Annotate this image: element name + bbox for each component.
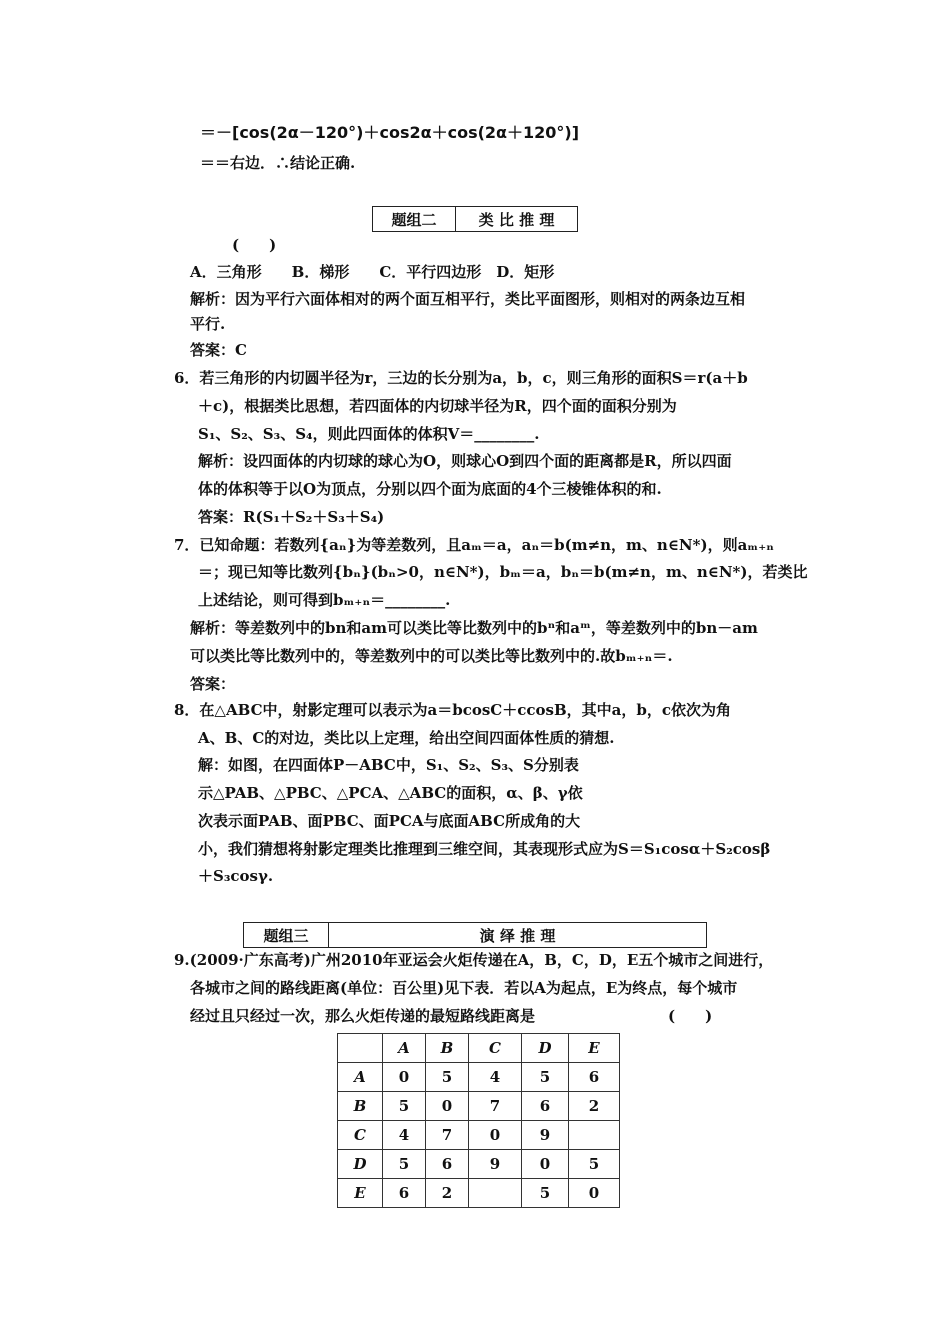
table-cell: 4	[383, 1121, 426, 1150]
table-row	[338, 1150, 620, 1179]
table-cell: 6	[383, 1179, 426, 1208]
row-header: C	[338, 1121, 383, 1150]
column-header: E	[569, 1034, 620, 1063]
table-cell: 5	[383, 1092, 426, 1121]
q7-line-1: 7．已知命题：若数列{aₙ}为等差数列，且aₘ＝a，aₙ＝b(m≠n，m、n∈N*)，则aₘ₊ₙ	[174, 536, 774, 554]
q8-line-2: A、B、C的对边，类比以上定理，给出空间四面体性质的猜想.	[198, 729, 615, 747]
equation-line-1: ＝－[cos(2α－120°)＋cos2α＋cos(2α＋120°)]	[200, 123, 580, 142]
table-cell	[469, 1179, 522, 1208]
table-cell: 0	[522, 1150, 569, 1179]
table-cell: 0	[569, 1179, 620, 1208]
q5-analysis: 解析：因为平行六面体相对的两个面互相平行，类比平面图形，则相对的两条边互相	[190, 290, 746, 308]
column-header: D	[522, 1034, 569, 1063]
table-cell: 5	[522, 1179, 569, 1208]
table-cell: 5	[569, 1150, 620, 1179]
table-cell: 5	[426, 1063, 469, 1092]
table-corner-cell	[338, 1034, 383, 1063]
row-header: D	[338, 1150, 383, 1179]
table-row	[338, 1092, 620, 1121]
q8-line-1: 8．在△ABC中，射影定理可以表示为a＝bcosC＋ccosB，其中a，b，c依次为角	[174, 701, 731, 719]
column-header: B	[426, 1034, 469, 1063]
q8-solution-1: 解：如图，在四面体P－ABC中，S₁、S₂、S₃、S分别表	[198, 756, 579, 774]
table-row	[338, 1121, 620, 1150]
row-header: A	[338, 1063, 383, 1092]
table-cell: 6	[569, 1063, 620, 1092]
row-header: E	[338, 1179, 383, 1208]
q7-line-2: ＝；现已知等比数列{bₙ}(bₙ>0，n∈N*)，bₘ＝a，bₙ＝b(m≠n，m、n∈N*)，若类比	[198, 563, 808, 581]
table-row	[338, 1179, 620, 1208]
table-cell: 0	[383, 1063, 426, 1092]
q7-analysis-cont: 可以类比等比数列中的，等差数列中的可以类比等比数列中的.故bₘ₊ₙ＝.	[190, 647, 673, 665]
q5-answer: 答案：C	[190, 341, 247, 359]
q6-line-1: 6．若三角形的内切圆半径为r，三边的长分别为a，b，c，则三角形的面积S＝r(a＋b	[174, 369, 748, 387]
q8-solution-2: 示△PAB、△PBC、△PCA、△ABC的面积，α、β、γ依	[198, 784, 583, 802]
row-header: B	[338, 1092, 383, 1121]
table-cell: 9	[469, 1150, 522, 1179]
table-cell: 6	[426, 1150, 469, 1179]
table-cell	[569, 1121, 620, 1150]
q9-line-2: 各城市之间的路线距离(单位：百公里)见下表．若以A为起点，E为终点，每个城市	[190, 979, 738, 997]
group-header-2	[372, 206, 578, 232]
group-title: 类 比 推 理	[478, 210, 555, 229]
q8-solution-5: ＋S₃cosγ.	[198, 867, 274, 885]
q6-analysis-cont: 体的体积等于以O为顶点，分别以四个面为底面的4个三棱锥体积的和.	[198, 480, 662, 498]
group-header-3	[243, 922, 707, 948]
table-cell: 9	[522, 1121, 569, 1150]
column-header: C	[469, 1034, 522, 1063]
q6-answer: 答案：R(S₁＋S₂＋S₃＋S₄)	[198, 508, 385, 526]
table-cell: 7	[469, 1092, 522, 1121]
group-title: 演 绎 推 理	[479, 926, 556, 945]
table-cell: 0	[426, 1092, 469, 1121]
table-cell: 4	[469, 1063, 522, 1092]
equation-line-2: ＝＝右边．∴结论正确.	[200, 154, 356, 172]
q6-line-2: ＋c)，根据类比思想，若四面体的内切球半径为R，四个面的面积分别为	[198, 397, 677, 415]
table-cell: 5	[383, 1150, 426, 1179]
table-header-row	[338, 1034, 620, 1063]
q5-options: A．三角形 B．梯形 C．平行四边形 D．矩形	[190, 263, 555, 281]
table-cell: 2	[569, 1092, 620, 1121]
q8-solution-4: 小，我们猜想将射影定理类比推理到三维空间，其表现形式应为S＝S₁cosα＋S₂cosβ	[198, 840, 771, 858]
q7-answer: 答案：	[190, 675, 236, 693]
q6-analysis: 解析：设四面体的内切球的球心为O，则球心O到四个面的距离都是R，所以四面	[198, 452, 732, 470]
table-cell: 2	[426, 1179, 469, 1208]
table-cell: 0	[469, 1121, 522, 1150]
group-label: 题组三	[244, 923, 329, 947]
q7-analysis: 解析：等差数列中的bn和am可以类比等比数列中的bⁿ和aᵐ，等差数列中的bn－am	[190, 619, 758, 637]
distance-table	[337, 1033, 620, 1208]
table-cell: 7	[426, 1121, 469, 1150]
q9-answer-paren: ( )	[668, 1007, 713, 1025]
table-row	[338, 1063, 620, 1092]
column-header: A	[383, 1034, 426, 1063]
q9-line-1: 9.(2009·广东高考)广州2010年亚运会火炬传递在A，B，C，D，E五个城市之间进行，	[174, 951, 774, 969]
table-cell: 5	[522, 1063, 569, 1092]
q7-line-3: 上述结论，则可得到bₘ₊ₙ＝________.	[198, 591, 451, 609]
group-label: 题组二	[373, 207, 456, 231]
q9-line-3: 经过且只经过一次，那么火炬传递的最短路线距离是	[190, 1007, 536, 1025]
q5-answer-paren: ( )	[232, 236, 277, 254]
q8-solution-3: 次表示面PAB、面PBC、面PCA与底面ABC所成角的大	[198, 812, 581, 830]
q6-line-3: S₁、S₂、S₃、S₄，则此四面体的体积V＝________.	[198, 425, 540, 443]
table-cell: 6	[522, 1092, 569, 1121]
q5-analysis-cont: 平行.	[190, 315, 226, 333]
